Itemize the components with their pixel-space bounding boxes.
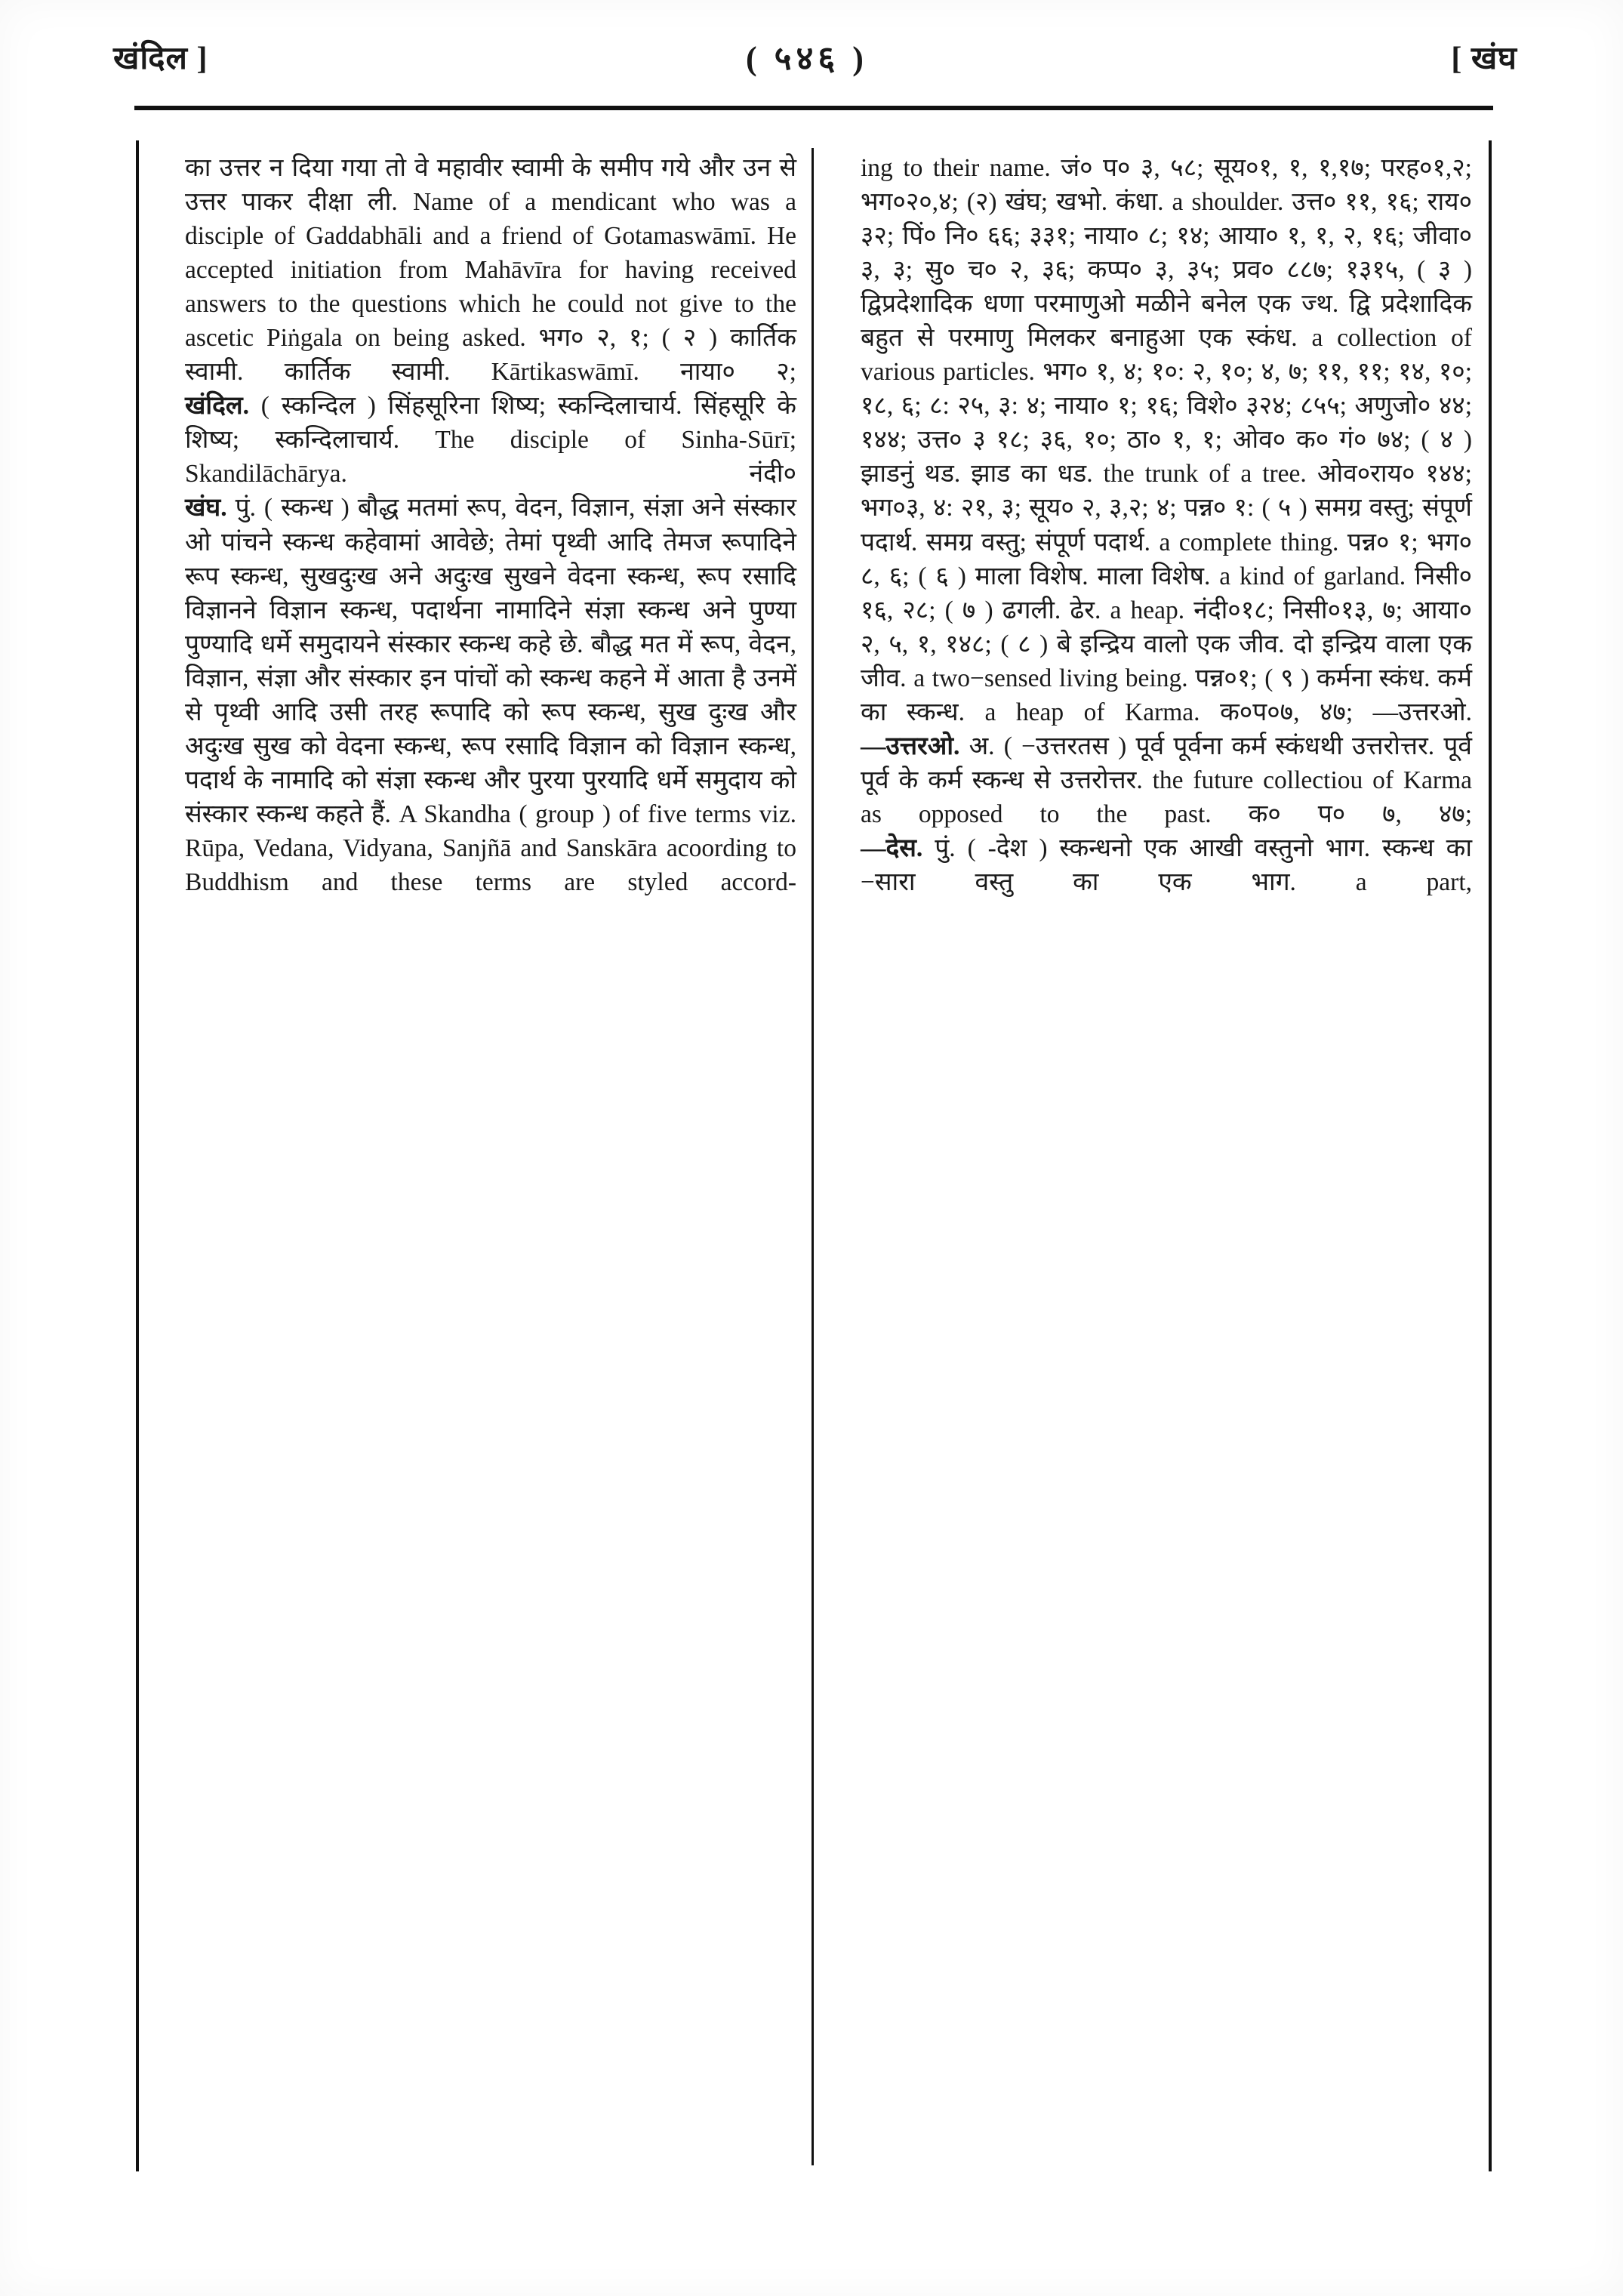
- frame-border-left: [136, 140, 139, 2171]
- header-rule: [134, 106, 1493, 110]
- dictionary-entry: [861, 831, 1472, 899]
- column-divider: [812, 148, 814, 2165]
- paragraph-text: का उत्तर न दिया गया तो वे महावीर स्वामी के समीप गये और उन से उत्तर पाकर दीक्षा ली. Name of a mendicant who was a disciple of Gaddabhāli and a friend of Gotamaswāmī. He accepted initiation from Mahāvīra for having received answers to the questions which he could not give to the ascetic Piṅgala on being asked. भग० २, १; ( २ ) कार्तिक स्वामी. कार्तिक स्वामी. Kārtikaswāmī. नाया० २;: [185, 154, 796, 387]
- entry-headword: खंघ.: [185, 494, 227, 522]
- entry-definition: पुं. ( -देश ) स्कन्धनो एक आखी वस्तुनो भाग. स्कन्ध का −सारा वस्तु का एक भाग. a part,: [861, 834, 1473, 896]
- page-number: ( ५४६ ): [745, 40, 868, 77]
- dictionary-entry: [185, 389, 796, 491]
- entry-headword: खंदिल.: [185, 392, 249, 421]
- page-header: [113, 23, 1517, 91]
- paragraph-continuation: [185, 151, 796, 389]
- paragraph-text: ing to their name. जं० प० ३, ५८; सूय०१, १, १,१७; परह०१,२; भग०२०,४; (२) खंघ; खभो. कंधा. a shoulder. उत्त० ११, १६; राय० ३२; पिं० नि० ६६; ३३१; नाया० ८; १४; आया० १, १, २, १६; जीवा० ३, ३; सु० च० २, ३६; कप्प० ३, ३५; प्रव० ८८७; १३१५, ( ३ ) द्विप्रदेशादिक धणा परमाणुओ मळीने बनेल एक ज्थ. द्वि प्रदेशादिक बहुत से परमाणु मिलकर बनाहुआ एक स्कंध. a collection of various particles. भग० १, ४; १०: २, १०; ४, ७; ११, ११; १४, १०; १८, ६; ८: २५, ३: ४; नाया० १; १६; विशे० ३२४; ८५५; अणुजो० ४४; १४४; उत्त० ३ १८; ३६, १०; ठा० १, १; ओव० क० गं० ७४; ( ४ ) झाडनुं थड. झाड का धड. the trunk of a tree. ओव०राय० १४४; भग०३, ४: २१, ३; सूय० २, ३,२; ४; पन्न० १: ( ५ ) समग्र वस्तु; संपूर्ण पदार्थ. समग्र वस्तु; संपूर्ण पदार्थ. a complete thing. पन्न० १; भग० ८, ६; ( ६ ) माला विशेष. माला विशेष. a kind of garland. निसी० १६, २८; ( ७ ) ढगली. ढेर. a heap. नंदी०१८; निसी०१३, ७; आया० २, ५, १, १४८; ( ८ ) बे इन्द्रिय वालो एक जीव. दो इन्द्रिय वाला एक जीव. a two−sensed living being. पन्न०१; ( ९ ) कर्मना स्कंध. कर्म का स्कन्ध. a heap of Karma. क०प०७, ४७; —उत्तरओ.: [861, 154, 1472, 726]
- column-right: [861, 151, 1472, 899]
- entry-headword: —देस.: [861, 834, 923, 862]
- entry-definition: अ. ( −उत्तरतस ) पूर्व पूर्वना कर्म स्कंधथी उत्तरोत्तर. पूर्व पूर्व के कर्म स्कन्ध से उत्तरोत्तर. the future collectiou of Karma as opposed to the past. क० प० ७, ४७;: [861, 732, 1473, 828]
- paragraph-continuation: [861, 151, 1472, 729]
- entry-definition: पुं. ( स्कन्ध ) बौद्ध मतमां रूप, वेदन, विज्ञान, संज्ञा अने संस्कार ओ पांचने स्कन्ध कहेवामां आवेछे; तेमां पृथ्वी आदि तेमज रूपादिने रूप स्कन्ध, सुखदुःख अने अदुःख सुखने वेदना स्कन्ध, रूप रसादि विज्ञानने विज्ञान स्कन्ध, पदार्थना नामादिने संज्ञा स्कन्ध अने पुण्या पुण्यादि धर्मे समुदायने संस्कार स्कन्ध कहे छे. बौद्ध मत में रूप, वेदन, विज्ञान, संज्ञा और संस्कार इन पांचों को स्कन्ध कहने में आता है उनमें से पृथ्वी आदि उसी तरह रूपादि को रूप स्कन्ध, सुख दुःख और अदुःख सुख को वेदना स्कन्ध, रूप रसादि विज्ञान को विज्ञान स्कन्ध, पदार्थ के नामादि को संज्ञा स्कन्ध और पुरया पुरयादि धर्मे समुदाय को संस्कार स्कन्ध कहते हैं. A Skandha ( group ) of five terms viz. Rūpa, Vedana, Vidyana, Sanjñā and Sanskāra acoording to Buddhism and these terms are styled accord-: [185, 494, 797, 896]
- frame-border-right: [1489, 140, 1492, 2171]
- entry-definition: ( स्कन्दिल ) सिंहसूरिना शिष्य; स्कन्दिलाचार्य. सिंहसूरि के शिष्य; स्कन्दिलाचार्य. The disciple of Sinha-Sūrī; Skandilāchārya. नंदी०: [185, 392, 796, 488]
- running-head-left: खंदिल ]: [113, 41, 208, 76]
- entry-headword: —उत्तरओ.: [861, 732, 960, 760]
- column-left: [185, 151, 796, 899]
- dictionary-entry: [185, 491, 796, 899]
- running-head-right: [ खंघ: [1451, 41, 1517, 76]
- dictionary-entry: [861, 729, 1472, 831]
